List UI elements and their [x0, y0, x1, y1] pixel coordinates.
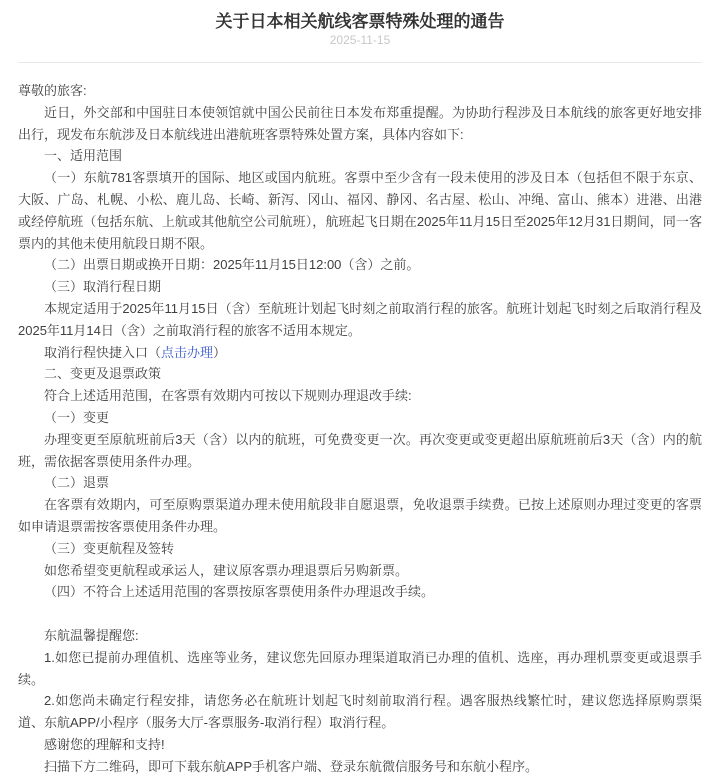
notice-body [0, 63, 720, 778]
clause-2-4: （四）不符合上述适用范围的客票按原客票使用条件办理退改手续。 [44, 584, 435, 600]
qr-hint-line: 扫描下方二维码，即可下载东航APP手机客户端、登录东航微信服务号和东航小程序。 [44, 758, 539, 774]
policy-intro: 符合上述适用范围，在客票有效期内可按以下规则办理退改手续: [44, 388, 412, 404]
reminder-item-2: 2.如您尚未确定行程安排，请您务必在航班计划起飞时刻前取消行程。遇客服热线繁忙时，建议您选择原购票渠道、东航APP/小程序（服务大厅-客票服务-取消行程）取消行程。 [18, 693, 702, 731]
clause-2-3-heading: （三）变更航程及签转 [44, 540, 175, 556]
page-title: 关于日本相关航线客票特殊处理的通告 [215, 12, 505, 31]
notice-header [0, 0, 720, 48]
clause-2-1-body: 办理变更至原航班前后3天（含）以内的航班，可免费变更一次。再次变更或变更超出原航班前后3天（含）内的航班，需依据客票使用条件办理。 [18, 431, 702, 469]
clause-2-2-body: 在客票有效期内，可至原购票渠道办理未使用航段非自愿退票，免收退票手续费。已按上述原则办理过变更的客票如申请退票需按客票使用条件办理。 [18, 497, 702, 534]
publish-date: 2025-11-15 [329, 33, 391, 47]
clause-2-1-heading: （一）变更 [44, 409, 110, 425]
quick-entry-line [18, 342, 702, 364]
clause-1-2: （二）出票日期或换开日期：2025年11月15日12:00（含）之前。 [44, 257, 420, 273]
thanks-line: 感谢您的理解和支持! [44, 736, 165, 752]
greeting-line: 尊敬的旅客: [18, 83, 87, 98]
clause-2-3-body: 如您希望变更航程或承运人，建议原客票办理退票后另购新票。 [44, 562, 409, 578]
quick-entry-suffix: ） [213, 344, 227, 360]
clause-1-1: （一）东航781客票填开的国际、地区或国内航班。客票中至少含有一段未使用的涉及日本（包括但不限于东京、大阪、广岛、札幌、小松、鹿儿岛、长崎、新泻、冈山、福冈、静冈、名古屋、松山、冲绳、富山、熊本）进港、出港或经停航班（包括东航、上航或其他航空公司航班），航班起飞日期在2025年11月15日至2025年12月31日期间，同一客票内的其他未使用航段日期不限。 [18, 170, 702, 251]
clause-1-3-body: 本规定适用于2025年11月15日（含）至航班计划起飞时刻之前取消行程的旅客。航班计划起飞时刻之后取消行程及2025年11月14日（含）之前取消行程的旅客不适用本规定。 [18, 300, 702, 338]
spacer-line [18, 603, 702, 625]
intro-paragraph: 近日，外交部和中国驻日本使领馆就中国公民前往日本发布郑重提醒。为协助行程涉及日本航线的旅客更好地安排出行，现发布东航涉及日本航线进出港航班客票特殊处置方案，具体内容如下: [18, 104, 702, 142]
quick-entry-link[interactable]: 点击办理 [161, 344, 214, 360]
section-1-heading: 一、适用范围 [44, 148, 123, 164]
clause-1-3-heading: （三）取消行程日期 [44, 279, 162, 295]
quick-entry-prefix: 取消行程快捷入口（ [44, 344, 162, 360]
reminder-heading: 东航温馨提醒您: [44, 627, 139, 643]
reminder-item-1: 1.如您已提前办理值机、选座等业务，建议您先回原办理渠道取消已办理的值机、选座，再办理机票变更或退票手续。 [18, 649, 702, 687]
clause-2-2-heading: （二）退票 [44, 475, 110, 491]
section-2-heading: 二、变更及退票政策 [44, 366, 162, 382]
